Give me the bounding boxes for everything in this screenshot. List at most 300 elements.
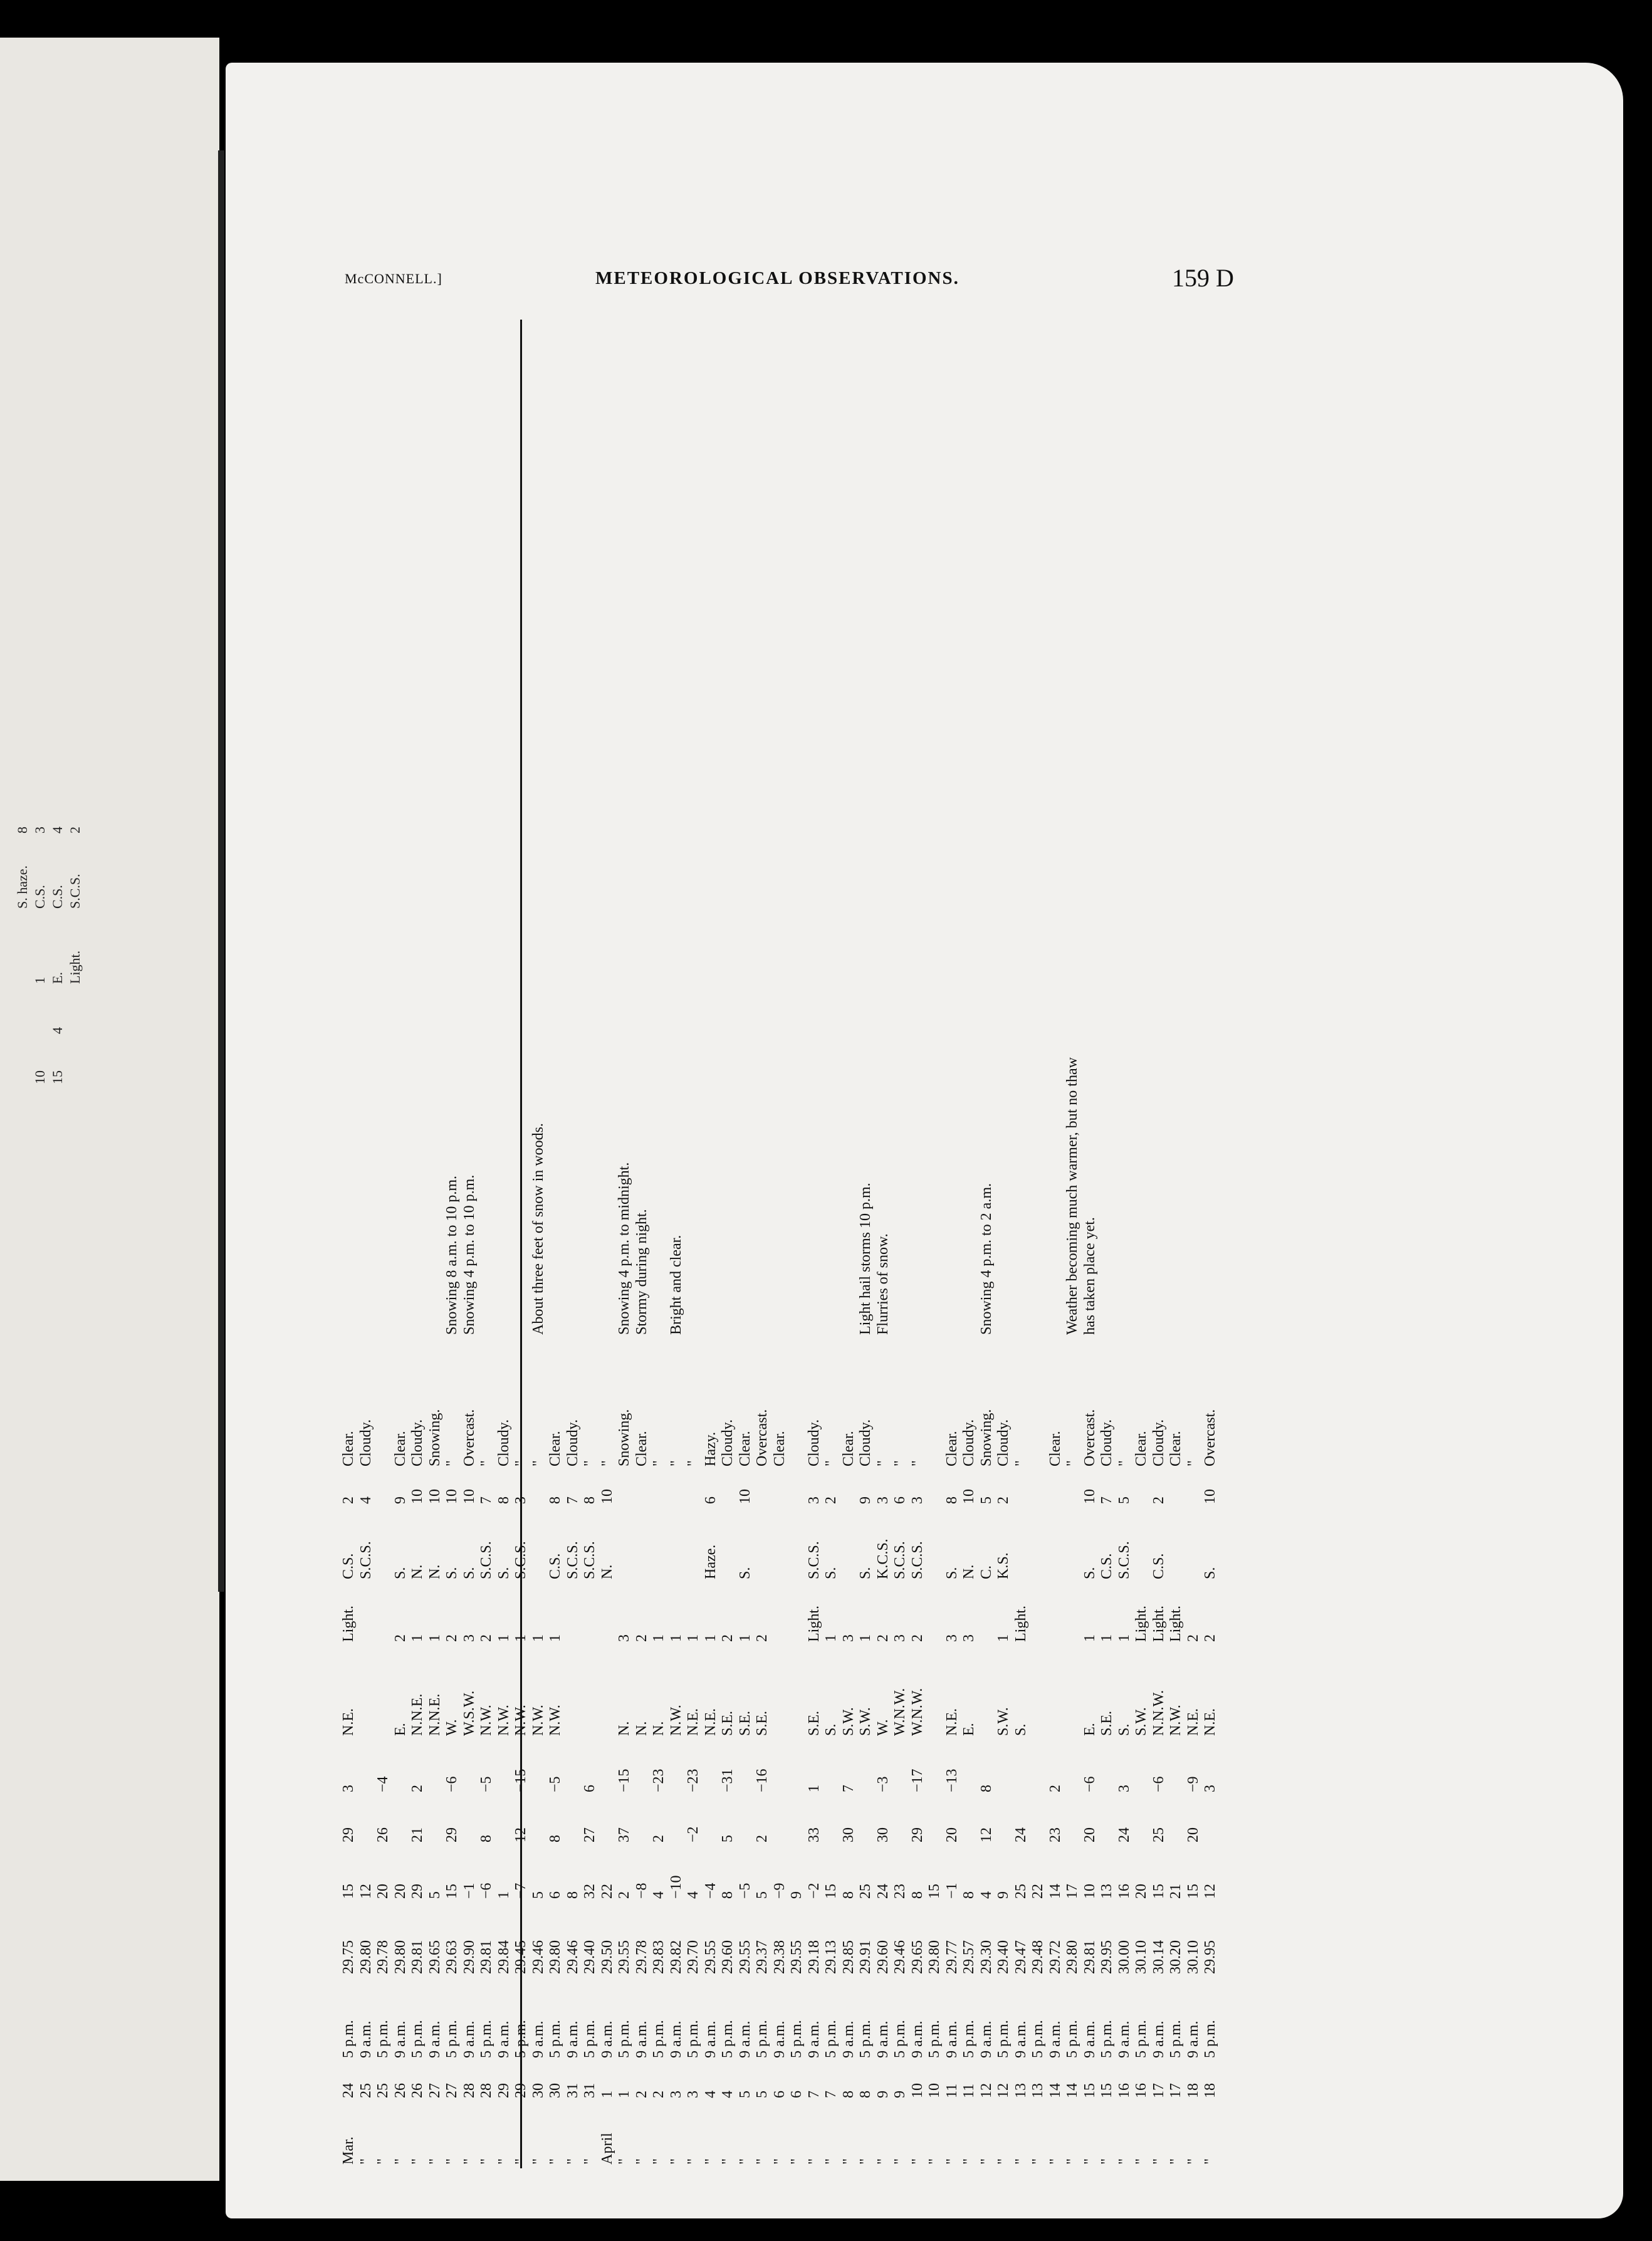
cell-weather: Clear. <box>771 1431 788 1466</box>
cell-bar: 29.78 <box>375 1940 391 1974</box>
cell-amt: 7 <box>478 1497 494 1504</box>
cell-max: 12 <box>513 1827 529 1842</box>
cell-min: −5 <box>478 1776 494 1792</box>
cell-min: 7 <box>840 1785 857 1792</box>
cell-temp: 22 <box>1030 1884 1046 1899</box>
cell-min: −9 <box>1184 1776 1201 1792</box>
cell-cloud: S.C.S. <box>582 1541 598 1579</box>
cell-time: 9 a.m. <box>702 2020 719 2058</box>
cell-dir: W. <box>874 1719 891 1736</box>
cell-cloud: S. <box>823 1567 839 1579</box>
cell-bar: 29.78 <box>633 1940 650 1974</box>
cell-min: −23 <box>685 1768 701 1792</box>
cell-day: 25 <box>375 2083 391 2098</box>
cell-max: 27 <box>582 1827 598 1842</box>
cell-day: 3 <box>685 2091 701 2098</box>
fragment-cell: 4 <box>50 1027 65 1034</box>
cell-cloud: S. <box>943 1567 960 1579</box>
cell-cloud: N. <box>409 1564 426 1579</box>
cell-day: 14 <box>1047 2083 1064 2098</box>
cell-bar: 30.20 <box>1168 1940 1184 1974</box>
cell-dir: N.W. <box>478 1705 494 1736</box>
cell-day: 30 <box>547 2083 563 2098</box>
cell-time: 5 p.m. <box>513 2020 529 2058</box>
cell-month: " <box>444 2158 460 2165</box>
cell-day: 3 <box>667 2091 684 2098</box>
cell-temp: 25 <box>857 1884 874 1899</box>
cell-day: 27 <box>444 2083 460 2098</box>
remark: Light hail storms 10 p.m. <box>857 1183 874 1335</box>
remark: Weather becoming much warmer, but no thaw <box>1064 1057 1080 1335</box>
cell-force: 2 <box>478 1634 494 1642</box>
cell-force: 3 <box>616 1634 632 1642</box>
cell-day: 10 <box>926 2083 943 2098</box>
cell-dir: N.N.E. <box>409 1693 426 1736</box>
cell-day: 15 <box>1081 2083 1098 2098</box>
cell-weather: " <box>582 1460 598 1466</box>
cell-bar: 29.70 <box>685 1940 701 1974</box>
remark: Bright and clear. <box>667 1235 684 1335</box>
cell-cloud: C.S. <box>340 1553 357 1579</box>
remark: Stormy during night. <box>633 1209 650 1335</box>
cell-dir: S. <box>1012 1723 1029 1736</box>
cell-min: −15 <box>513 1768 529 1792</box>
cell-weather: Clear. <box>736 1431 753 1466</box>
cell-month: " <box>667 2158 684 2165</box>
cell-month: " <box>1064 2158 1080 2165</box>
cell-bar: 29.55 <box>788 1940 805 1974</box>
cell-min: −6 <box>1150 1776 1167 1792</box>
cell-time: 5 p.m. <box>719 2020 736 2058</box>
cell-cloud: S. <box>392 1567 409 1579</box>
cell-bar: 29.83 <box>651 1940 667 1974</box>
cell-bar: 29.13 <box>823 1940 839 1974</box>
cell-day: 24 <box>340 2083 357 2098</box>
cell-force: Light. <box>1150 1606 1167 1642</box>
cell-dir: N.E. <box>685 1708 701 1736</box>
cell-bar: 29.50 <box>599 1940 615 1974</box>
cell-day: 15 <box>1099 2083 1115 2098</box>
cell-time: 5 p.m. <box>857 2020 874 2058</box>
cell-cloud: C. <box>978 1565 995 1579</box>
cell-dir: N.W. <box>667 1705 684 1736</box>
cell-day: 27 <box>426 2083 443 2098</box>
cell-temp: −5 <box>736 1883 753 1899</box>
cell-max: 20 <box>1081 1827 1098 1842</box>
fragment-cell: 4 <box>50 827 65 833</box>
cell-temp: 12 <box>357 1884 374 1899</box>
cell-month: " <box>564 2158 581 2165</box>
cell-bar: 29.46 <box>530 1940 546 1974</box>
cell-day: 10 <box>909 2083 926 2098</box>
cell-time: 9 a.m. <box>461 2020 478 2058</box>
cell-amt: 3 <box>805 1497 822 1504</box>
remark: About three feet of snow in woods. <box>530 1123 546 1335</box>
cell-amt: 6 <box>892 1497 908 1504</box>
cell-month: " <box>961 2158 977 2165</box>
cell-month: " <box>1099 2158 1115 2165</box>
cell-day: 26 <box>392 2083 409 2098</box>
cell-month: " <box>461 2158 478 2165</box>
remark: Snowing 8 a.m. to 10 p.m. <box>444 1175 460 1335</box>
cell-cloud: S.C.S. <box>909 1541 926 1579</box>
cell-amt: 2 <box>995 1497 1012 1504</box>
cell-month: " <box>409 2158 426 2165</box>
cell-amt: 4 <box>357 1497 374 1504</box>
cell-month: " <box>426 2158 443 2165</box>
cell-bar: 29.55 <box>616 1940 632 1974</box>
cell-weather: " <box>667 1460 684 1466</box>
cell-bar: 29.40 <box>995 1940 1012 1974</box>
cell-amt: 8 <box>943 1497 960 1504</box>
cell-temp: 17 <box>1064 1884 1080 1899</box>
cell-day: 4 <box>719 2091 736 2098</box>
cell-amt: 10 <box>1081 1489 1098 1504</box>
cell-day: 5 <box>736 2091 753 2098</box>
cell-bar: 29.80 <box>392 1940 409 1974</box>
table-row <box>1200 320 1220 2168</box>
cell-day: 26 <box>409 2083 426 2098</box>
cell-bar: 29.37 <box>754 1940 770 1974</box>
cell-dir: S. <box>823 1723 839 1736</box>
cell-month: April <box>599 2133 615 2165</box>
cell-bar: 30.00 <box>1116 1940 1132 1974</box>
cell-day: 16 <box>1133 2083 1149 2098</box>
cell-month: " <box>495 2158 512 2165</box>
cell-min: 8 <box>978 1785 995 1792</box>
cell-cloud: S.C.S. <box>1116 1541 1132 1579</box>
cell-day: 18 <box>1184 2083 1201 2098</box>
cell-bar: 29.65 <box>426 1940 443 1974</box>
cell-time: 5 p.m. <box>926 2020 943 2058</box>
cell-bar: 29.80 <box>926 1940 943 1974</box>
cell-dir: S.W. <box>857 1707 874 1736</box>
cell-weather: Clear. <box>840 1431 857 1466</box>
cell-month: " <box>616 2158 632 2165</box>
cell-cloud: S.C.S. <box>357 1541 374 1579</box>
cell-month: " <box>1047 2158 1064 2165</box>
cell-weather: Clear. <box>943 1431 960 1466</box>
page-number: 159 D <box>1172 264 1234 292</box>
cell-month: " <box>926 2158 943 2165</box>
cell-temp: −6 <box>478 1883 494 1899</box>
cell-weather: Clear. <box>340 1431 357 1466</box>
cell-time: 5 p.m. <box>892 2020 908 2058</box>
cell-dir: E. <box>392 1723 409 1736</box>
cell-time: 9 a.m. <box>978 2020 995 2058</box>
cell-min: −23 <box>651 1768 667 1792</box>
cell-month: " <box>1030 2158 1046 2165</box>
cell-temp: 32 <box>582 1884 598 1899</box>
cell-dir: S.E. <box>719 1710 736 1736</box>
cell-time: 5 p.m. <box>1202 2020 1218 2058</box>
cell-bar: 29.65 <box>909 1940 926 1974</box>
cell-dir: S.W. <box>1133 1707 1149 1736</box>
cell-day: 25 <box>357 2083 374 2098</box>
cell-dir: N.E. <box>340 1708 357 1736</box>
cell-day: 31 <box>564 2083 581 2098</box>
cell-day: 11 <box>961 2083 977 2098</box>
cell-time: 9 a.m. <box>840 2020 857 2058</box>
cell-temp: −9 <box>771 1883 788 1899</box>
cell-bar: 29.84 <box>495 1940 512 1974</box>
cell-weather: Cloudy. <box>1150 1419 1167 1466</box>
cell-bar: 29.57 <box>961 1940 977 1974</box>
cell-force: 3 <box>943 1634 960 1642</box>
cell-month: " <box>805 2158 822 2165</box>
cell-weather: Overcast. <box>461 1409 478 1466</box>
cell-amt: 9 <box>392 1497 409 1504</box>
cell-bar: 29.95 <box>1202 1940 1218 1974</box>
cell-temp: −4 <box>702 1883 719 1899</box>
cell-force: 1 <box>513 1634 529 1642</box>
fragment-cell: S.C.S. <box>67 874 83 909</box>
cell-time: 9 a.m. <box>599 2020 615 2058</box>
cell-cloud: S. <box>857 1567 874 1579</box>
cell-amt: 10 <box>461 1489 478 1504</box>
cell-time: 5 p.m. <box>651 2020 667 2058</box>
cell-cloud: S.C.S. <box>513 1541 529 1579</box>
cell-time: 9 a.m. <box>564 2020 581 2058</box>
cell-temp: 9 <box>788 1891 805 1899</box>
cell-amt: 8 <box>495 1497 512 1504</box>
cell-weather: Cloudy. <box>495 1419 512 1466</box>
cell-force: 1 <box>736 1634 753 1642</box>
cell-time: 5 p.m. <box>1064 2020 1080 2058</box>
cell-amt: 3 <box>909 1497 926 1504</box>
cell-max: 8 <box>478 1835 494 1842</box>
cell-time: 9 a.m. <box>943 2020 960 2058</box>
cell-bar: 29.81 <box>409 1940 426 1974</box>
cell-time: 9 a.m. <box>1047 2020 1064 2058</box>
cell-time: 5 p.m. <box>788 2020 805 2058</box>
cell-time: 5 p.m. <box>375 2020 391 2058</box>
cell-time: 5 p.m. <box>340 2020 357 2058</box>
cell-weather: Clear. <box>633 1431 650 1466</box>
cell-amt: 2 <box>823 1497 839 1504</box>
cell-month: " <box>1081 2158 1098 2165</box>
cell-time: 5 p.m. <box>995 2020 1012 2058</box>
cell-force: 2 <box>633 1634 650 1642</box>
fragment-cell: 15 <box>50 1070 65 1084</box>
cell-force: 1 <box>857 1634 874 1642</box>
cell-force: Light. <box>1168 1606 1184 1642</box>
cell-time: 9 a.m. <box>667 2020 684 2058</box>
cell-dir: E. <box>1081 1723 1098 1736</box>
cell-temp: 15 <box>340 1884 357 1899</box>
cell-dir: N. <box>633 1721 650 1736</box>
cell-month: " <box>1168 2158 1184 2165</box>
cell-day: 17 <box>1168 2083 1184 2098</box>
cell-max: 2 <box>754 1835 770 1842</box>
fragment-cell: C.S. <box>50 885 65 909</box>
cell-weather: Cloudy. <box>409 1419 426 1466</box>
cell-temp: −8 <box>633 1883 650 1899</box>
cell-amt: 10 <box>426 1489 443 1504</box>
fragment-cell: Light. <box>67 950 83 984</box>
cell-time: 5 p.m. <box>961 2020 977 2058</box>
cell-bar: 30.14 <box>1150 1940 1167 1974</box>
facing-page-table-fragment <box>0 645 213 1648</box>
cell-max: 8 <box>547 1835 563 1842</box>
cell-max: 24 <box>1116 1827 1132 1842</box>
cell-weather: " <box>530 1460 546 1466</box>
cell-dir: E. <box>961 1723 977 1736</box>
cell-day: 11 <box>943 2083 960 2098</box>
cell-month: " <box>1133 2158 1149 2165</box>
fragment-cell: 2 <box>67 827 83 833</box>
cell-month: " <box>633 2158 650 2165</box>
cell-temp: 22 <box>599 1884 615 1899</box>
cell-weather: Cloudy. <box>961 1419 977 1466</box>
cell-cloud: S. <box>1081 1567 1098 1579</box>
cell-time: 9 a.m. <box>736 2020 753 2058</box>
cell-temp: 25 <box>1012 1884 1029 1899</box>
cell-weather: Cloudy. <box>719 1419 736 1466</box>
cell-temp: 10 <box>1081 1884 1098 1899</box>
cell-weather: " <box>1184 1460 1201 1466</box>
cell-dir: N.N.E. <box>426 1693 443 1736</box>
cell-min: 2 <box>409 1785 426 1792</box>
cell-force: 1 <box>667 1634 684 1642</box>
cell-min: 3 <box>1116 1785 1132 1792</box>
cell-temp: 8 <box>719 1891 736 1899</box>
cell-month: " <box>857 2158 874 2165</box>
cell-weather: Hazy. <box>702 1431 719 1466</box>
cell-amt: 8 <box>582 1497 598 1504</box>
cell-weather: Clear. <box>1133 1431 1149 1466</box>
cell-cloud: C.S. <box>547 1553 563 1579</box>
cell-min: −3 <box>874 1776 891 1792</box>
cell-temp: 5 <box>530 1891 546 1899</box>
cell-temp: 15 <box>1150 1884 1167 1899</box>
cell-dir: N. <box>616 1721 632 1736</box>
cell-dir: W. <box>444 1719 460 1736</box>
cell-cloud: K.S. <box>995 1552 1012 1579</box>
cell-force: 2 <box>444 1634 460 1642</box>
cell-amt: 10 <box>444 1489 460 1504</box>
cell-weather: Clear. <box>392 1431 409 1466</box>
cell-force: 1 <box>702 1634 719 1642</box>
cell-month: " <box>685 2158 701 2165</box>
cell-bar: 29.48 <box>1030 1940 1046 1974</box>
cell-month: " <box>582 2158 598 2165</box>
cell-bar: 29.40 <box>582 1940 598 1974</box>
cell-min: −4 <box>375 1776 391 1792</box>
cell-max: 25 <box>1150 1827 1167 1842</box>
cell-weather: Clear. <box>1168 1431 1184 1466</box>
remark: Flurries of snow. <box>874 1233 891 1335</box>
cell-weather: Clear. <box>1047 1431 1064 1466</box>
cell-bar: 30.10 <box>1184 1940 1201 1974</box>
cell-time: 9 a.m. <box>771 2020 788 2058</box>
cell-cloud: S.C.S. <box>892 1541 908 1579</box>
cell-min: 1 <box>805 1785 822 1792</box>
cell-temp: 8 <box>909 1891 926 1899</box>
cell-bar: 29.47 <box>1012 1940 1029 1974</box>
cell-force: 3 <box>961 1634 977 1642</box>
cell-day: 12 <box>978 2083 995 2098</box>
cell-time: 9 a.m. <box>426 2020 443 2058</box>
cell-force: 2 <box>1202 1634 1218 1642</box>
cell-temp: 12 <box>1202 1884 1218 1899</box>
cell-dir: N.E. <box>1184 1708 1201 1736</box>
cell-cloud: C.S. <box>1099 1553 1115 1579</box>
cell-time: 9 a.m. <box>1150 2020 1167 2058</box>
cell-min: 3 <box>1202 1785 1218 1792</box>
cell-bar: 29.85 <box>840 1940 857 1974</box>
cell-time: 9 a.m. <box>495 2020 512 2058</box>
cell-temp: −7 <box>513 1883 529 1899</box>
cell-min: −31 <box>719 1768 736 1792</box>
cell-day: 16 <box>1116 2083 1132 2098</box>
cell-time: 5 p.m. <box>478 2020 494 2058</box>
cell-bar: 29.91 <box>857 1940 874 1974</box>
fragment-cell: C.S. <box>32 885 48 909</box>
cell-amt: 10 <box>736 1489 753 1504</box>
cell-time: 5 p.m. <box>547 2020 563 2058</box>
cell-force: 1 <box>995 1634 1012 1642</box>
cell-weather: " <box>444 1460 460 1466</box>
cell-max: 24 <box>1012 1827 1029 1842</box>
remark: Snowing 4 p.m. to 10 p.m. <box>461 1174 478 1335</box>
cell-amt: 8 <box>547 1497 563 1504</box>
cell-time: 9 a.m. <box>805 2020 822 2058</box>
cell-bar: 29.63 <box>444 1940 460 1974</box>
cell-temp: 23 <box>892 1884 908 1899</box>
cell-day: 8 <box>857 2091 874 2098</box>
cell-day: 6 <box>788 2091 805 2098</box>
cell-month: " <box>1184 2158 1201 2165</box>
cell-amt: 5 <box>978 1497 995 1504</box>
cell-month: " <box>513 2158 529 2165</box>
cell-time: 9 a.m. <box>1116 2020 1132 2058</box>
cell-time: 9 a.m. <box>1081 2020 1098 2058</box>
cell-weather: " <box>685 1460 701 1466</box>
cell-temp: 20 <box>1133 1884 1149 1899</box>
cell-min: −6 <box>1081 1776 1098 1792</box>
cell-dir: N. <box>651 1721 667 1736</box>
cell-force: 2 <box>392 1634 409 1642</box>
cell-month: " <box>702 2158 719 2165</box>
cell-time: 5 p.m. <box>754 2020 770 2058</box>
cell-weather: Overcast. <box>1202 1409 1218 1466</box>
cell-time: 5 p.m. <box>444 2020 460 2058</box>
cell-temp: 2 <box>616 1891 632 1899</box>
cell-day: 29 <box>495 2083 512 2098</box>
cell-bar: 29.60 <box>874 1940 891 1974</box>
cell-max: 30 <box>840 1827 857 1842</box>
cell-force: Light. <box>805 1606 822 1642</box>
cell-force: 1 <box>651 1634 667 1642</box>
cell-weather: " <box>599 1460 615 1466</box>
cell-cloud: C.S. <box>1150 1553 1167 1579</box>
cell-day: 1 <box>616 2091 632 2098</box>
cell-day: 18 <box>1202 2083 1218 2098</box>
cell-amt: 10 <box>409 1489 426 1504</box>
cell-weather: Cloudy. <box>857 1419 874 1466</box>
cell-month: " <box>1150 2158 1167 2165</box>
cell-weather: Clear. <box>547 1431 563 1466</box>
cell-time: 9 a.m. <box>909 2020 926 2058</box>
cell-cloud: S.C.S. <box>564 1541 581 1579</box>
cell-force: 1 <box>823 1634 839 1642</box>
remark: Snowing 4 p.m. to midnight. <box>616 1162 632 1335</box>
cell-temp: 8 <box>564 1891 581 1899</box>
cell-dir: N.E. <box>1202 1708 1218 1736</box>
cell-amt: 10 <box>961 1489 977 1504</box>
cell-time: 9 a.m. <box>1184 2020 1201 2058</box>
